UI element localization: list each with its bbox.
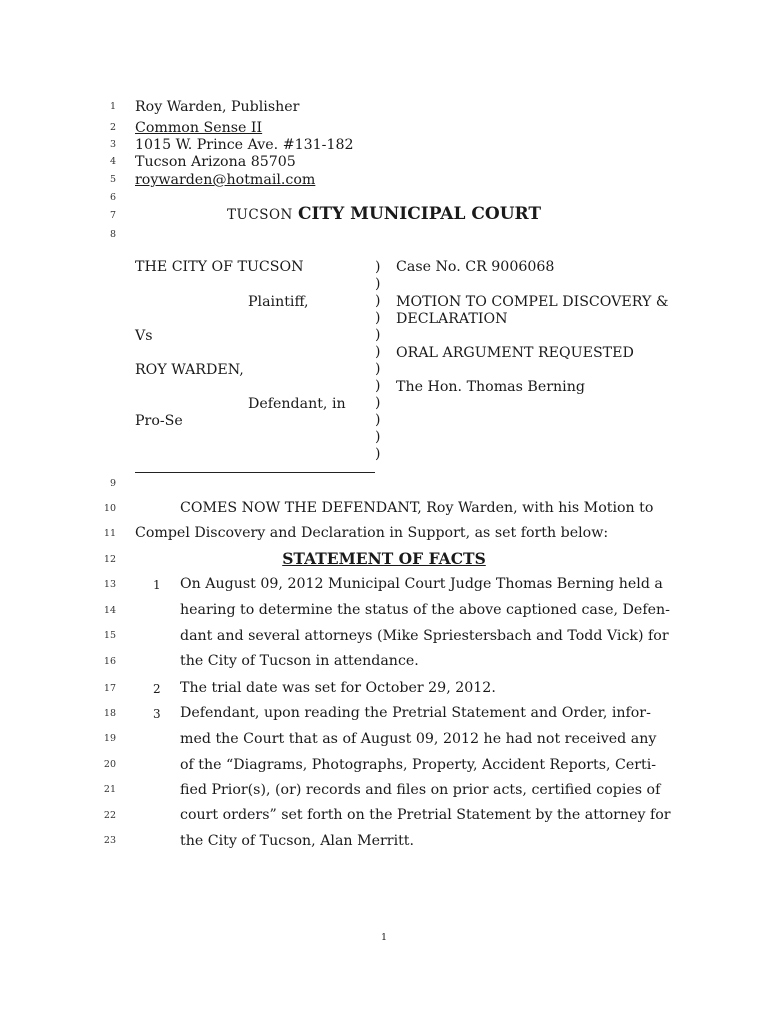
- item-1-line: the City of Tucson in attendance.: [180, 653, 419, 669]
- line-number: 11: [103, 528, 116, 539]
- judge-name: The Hon. Thomas Berning: [396, 379, 585, 395]
- item-1-line: hearing to determine the status of the above captioned case, Defen-: [180, 602, 670, 618]
- court-title: [0, 204, 768, 224]
- intro-line-2: Compel Discovery and Declaration in Support, as set forth below:: [135, 525, 609, 541]
- caption-paren: ): [375, 395, 381, 411]
- caption-divider: [135, 472, 375, 473]
- caption-paren: ): [375, 344, 381, 360]
- line-number: 16: [103, 656, 116, 667]
- caption-paren: ): [375, 310, 381, 326]
- line-number: 19: [103, 733, 116, 744]
- court-name: CITY MUNICIPAL COURT: [297, 204, 541, 224]
- caption-paren: ): [375, 429, 381, 445]
- line-number: 13: [103, 579, 116, 590]
- line-number: 6: [109, 192, 116, 203]
- caption-paren: ): [375, 293, 381, 309]
- intro-line-1: COMES NOW THE DEFENDANT, Roy Warden, with his Motion to: [180, 500, 654, 516]
- item-number: 2: [153, 682, 161, 696]
- line-number: 21: [103, 784, 116, 795]
- line-number: 3: [109, 139, 116, 150]
- defendant-role-cont: Pro-Se: [135, 413, 183, 429]
- item-3-line: Defendant, upon reading the Pretrial Statement and Order, infor-: [180, 705, 651, 721]
- email-link[interactable]: roywarden@hotmail.com: [135, 172, 316, 188]
- versus-label: Vs: [135, 328, 153, 344]
- item-3-line: the City of Tucson, Alan Merritt.: [180, 833, 415, 849]
- publication-name: Common Sense II: [135, 120, 263, 136]
- item-3-line: fied Prior(s), (or) records and files on prior acts, certified copies of: [180, 782, 661, 798]
- item-1-line: dant and several attorneys (Mike Spriestersbach and Todd Vick) for: [180, 628, 669, 644]
- caption-paren: ): [375, 327, 381, 343]
- line-number: 15: [103, 630, 116, 641]
- motion-title-line-1: MOTION TO COMPEL DISCOVERY &: [396, 294, 669, 310]
- line-number: 22: [103, 810, 116, 821]
- line-number: 23: [103, 835, 116, 846]
- caption-paren: ): [375, 361, 381, 377]
- caption-paren: ): [375, 378, 381, 394]
- address-line-2: Tucson Arizona 85705: [135, 154, 296, 170]
- line-number: 7: [109, 210, 116, 221]
- line-number: 14: [103, 605, 116, 616]
- line-number: 20: [103, 759, 116, 770]
- line-number: 4: [109, 156, 116, 167]
- item-3-line: court orders” set forth on the Pretrial Statement by the attorney for: [180, 807, 671, 823]
- item-1-line: On August 09, 2012 Municipal Court Judge Thomas Berning held a: [180, 576, 663, 592]
- line-number: 18: [103, 708, 116, 719]
- plaintiff-role: Plaintiff,: [248, 294, 309, 310]
- line-number: 5: [109, 174, 116, 185]
- item-number: 3: [153, 707, 161, 721]
- caption-paren: ): [375, 276, 381, 292]
- defendant-name: ROY WARDEN,: [135, 362, 244, 378]
- caption-paren: ): [375, 412, 381, 428]
- line-number: 9: [109, 478, 116, 489]
- plaintiff-name: THE CITY OF TUCSON: [135, 259, 304, 275]
- line-number: 12: [103, 554, 116, 565]
- court-prefix: TUCSON: [227, 207, 293, 223]
- item-2-line: The trial date was set for October 29, 2012.: [180, 680, 496, 696]
- defendant-role: Defendant, in: [248, 396, 346, 412]
- line-number: 17: [103, 683, 116, 694]
- oral-argument-request: ORAL ARGUMENT REQUESTED: [396, 345, 634, 361]
- line-number: 10: [103, 503, 116, 514]
- line-number: 8: [109, 229, 116, 240]
- caption-paren: ): [375, 446, 381, 462]
- caption-paren: ): [375, 259, 381, 275]
- item-3-line: of the “Diagrams, Photographs, Property, Accident Reports, Certi-: [180, 757, 657, 773]
- sender-name: Roy Warden, Publisher: [135, 99, 300, 115]
- page-number: 1: [380, 932, 388, 943]
- item-3-line: med the Court that as of August 09, 2012 he had not received any: [180, 731, 657, 747]
- line-number: 1: [109, 101, 116, 112]
- case-number: Case No. CR 9006068: [396, 259, 555, 275]
- line-number: 2: [109, 122, 116, 133]
- section-heading: STATEMENT OF FACTS: [282, 549, 486, 568]
- item-number: 1: [153, 578, 161, 592]
- motion-title-line-2: DECLARATION: [396, 311, 508, 327]
- address-line-1: 1015 W. Prince Ave. #131-182: [135, 137, 354, 153]
